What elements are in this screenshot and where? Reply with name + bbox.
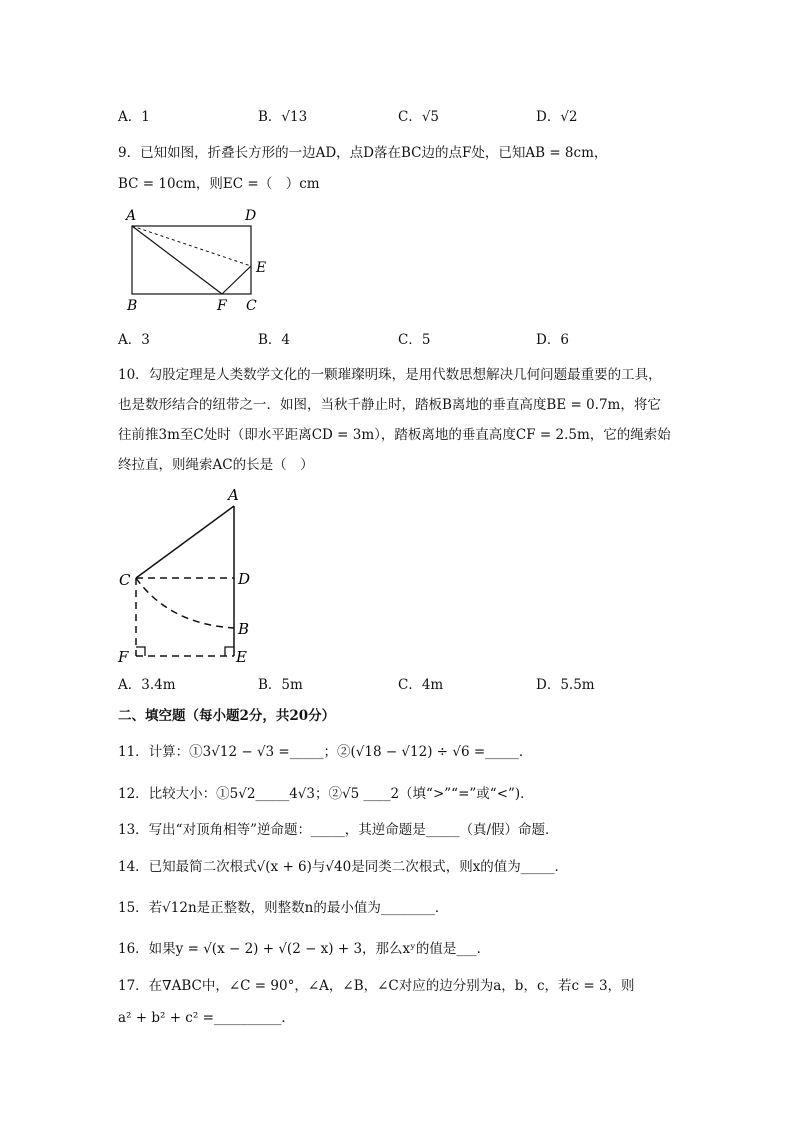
q17-text-line2: a² + b² + c² =__________．: [118, 1010, 295, 1026]
q10-option-c[interactable]: C．4m: [398, 677, 444, 693]
q8-options: [118, 108, 678, 126]
q9-text-line2: BC = 10cm，则EC =（ ）cm: [118, 176, 320, 192]
q16-text: 16．如果y = √(x − 2) + √(2 − x) + 3，那么xʸ的值是___．: [118, 941, 491, 957]
q10-options: [118, 676, 678, 694]
q13-text: 13．写出“对顶角相等”逆命题：_____，其逆命题是_____（真/假）命题．: [118, 822, 559, 838]
q10-segment-ac: [136, 506, 234, 578]
q9-label-b: B: [127, 298, 138, 314]
q9-option-c[interactable]: C．5: [398, 332, 431, 348]
q9-segment-af: [132, 226, 222, 294]
q9-label-e: E: [256, 260, 267, 276]
q9-label-d: D: [245, 208, 257, 224]
q8-option-c[interactable]: C．√5: [398, 109, 440, 125]
q10-text-line4: 终拉直，则绳索AC的长是（ ）: [118, 457, 314, 473]
q10-option-b[interactable]: B．5m: [258, 677, 303, 693]
q9-figure: [118, 204, 288, 316]
q8-option-b[interactable]: B．√13: [258, 109, 308, 125]
q10-label-b: B: [238, 620, 250, 638]
q10-text-line2: 也是数形结合的纽带之一．如图，当秋千静止时，踏板B离地的垂直高度BE = 0.7m，将它: [118, 397, 661, 413]
q10-label-e: E: [236, 648, 247, 666]
q11-text: 11．计算：①3√12 − √3 =_____；②(√18 − √12) ÷ √6 =_____．: [118, 744, 533, 760]
q10-text-line1: 10．勾股定理是人类数学文化的一颗璀璨明珠，是用代数思想解决几何问题最重要的工具，: [118, 367, 662, 383]
q9-option-d[interactable]: D．6: [536, 332, 569, 348]
q8-option-d[interactable]: D．√2: [536, 109, 578, 125]
q10-figure: [114, 484, 274, 666]
q9-option-a[interactable]: A．3: [118, 332, 150, 348]
q10-option-a[interactable]: A．3.4m: [118, 677, 176, 693]
q17-text-line1: 17．在∇ABC中，∠C = 90°，∠A，∠B，∠C对应的边分别为a，b，c，若c = 3，则: [118, 978, 635, 994]
q9-label-c: C: [246, 298, 257, 314]
q8-option-a[interactable]: A．1: [118, 109, 150, 125]
q9-text-line1: 9．已知如图，折叠长方形的一边AD，点D落在BC边的点F处，已知AB = 8cm，: [118, 145, 608, 161]
q9-label-a: A: [126, 208, 137, 224]
q10-arc-cb-dashed: [136, 578, 234, 628]
q10-label-f: F: [118, 648, 129, 666]
q12-text: 12．比较大小：①5√2_____4√3；②√5 ____2（填“>”“=”或“<”)．: [118, 786, 534, 802]
q9-segment-fe: [222, 266, 251, 294]
q10-label-c: C: [119, 571, 131, 589]
q10-text-line3: 往前推3m至C处时（即水平距离CD = 3m），踏板离地的垂直高度CF = 2.5m，它的绳索始: [118, 427, 671, 443]
section-2-title: 二、填空题（每小题2分，共20分）: [118, 708, 336, 724]
q10-right-angle-e: [225, 647, 234, 656]
q9-options: [118, 331, 678, 349]
q14-text: 14．已知最简二次根式√(x + 6)与√40是同类二次根式，则x的值为_____．: [118, 859, 569, 875]
q9-label-f: F: [217, 298, 227, 314]
q10-right-angle-f: [136, 647, 145, 656]
q10-option-d[interactable]: D．5.5m: [536, 677, 595, 693]
q15-text: 15．若√12n是正整数，则整数n的最小值为________．: [118, 900, 449, 916]
q10-label-d: D: [238, 570, 251, 588]
q10-label-a: A: [228, 486, 239, 504]
q9-segment-ae-dashed: [132, 226, 251, 266]
q9-option-b[interactable]: B．4: [258, 332, 291, 348]
